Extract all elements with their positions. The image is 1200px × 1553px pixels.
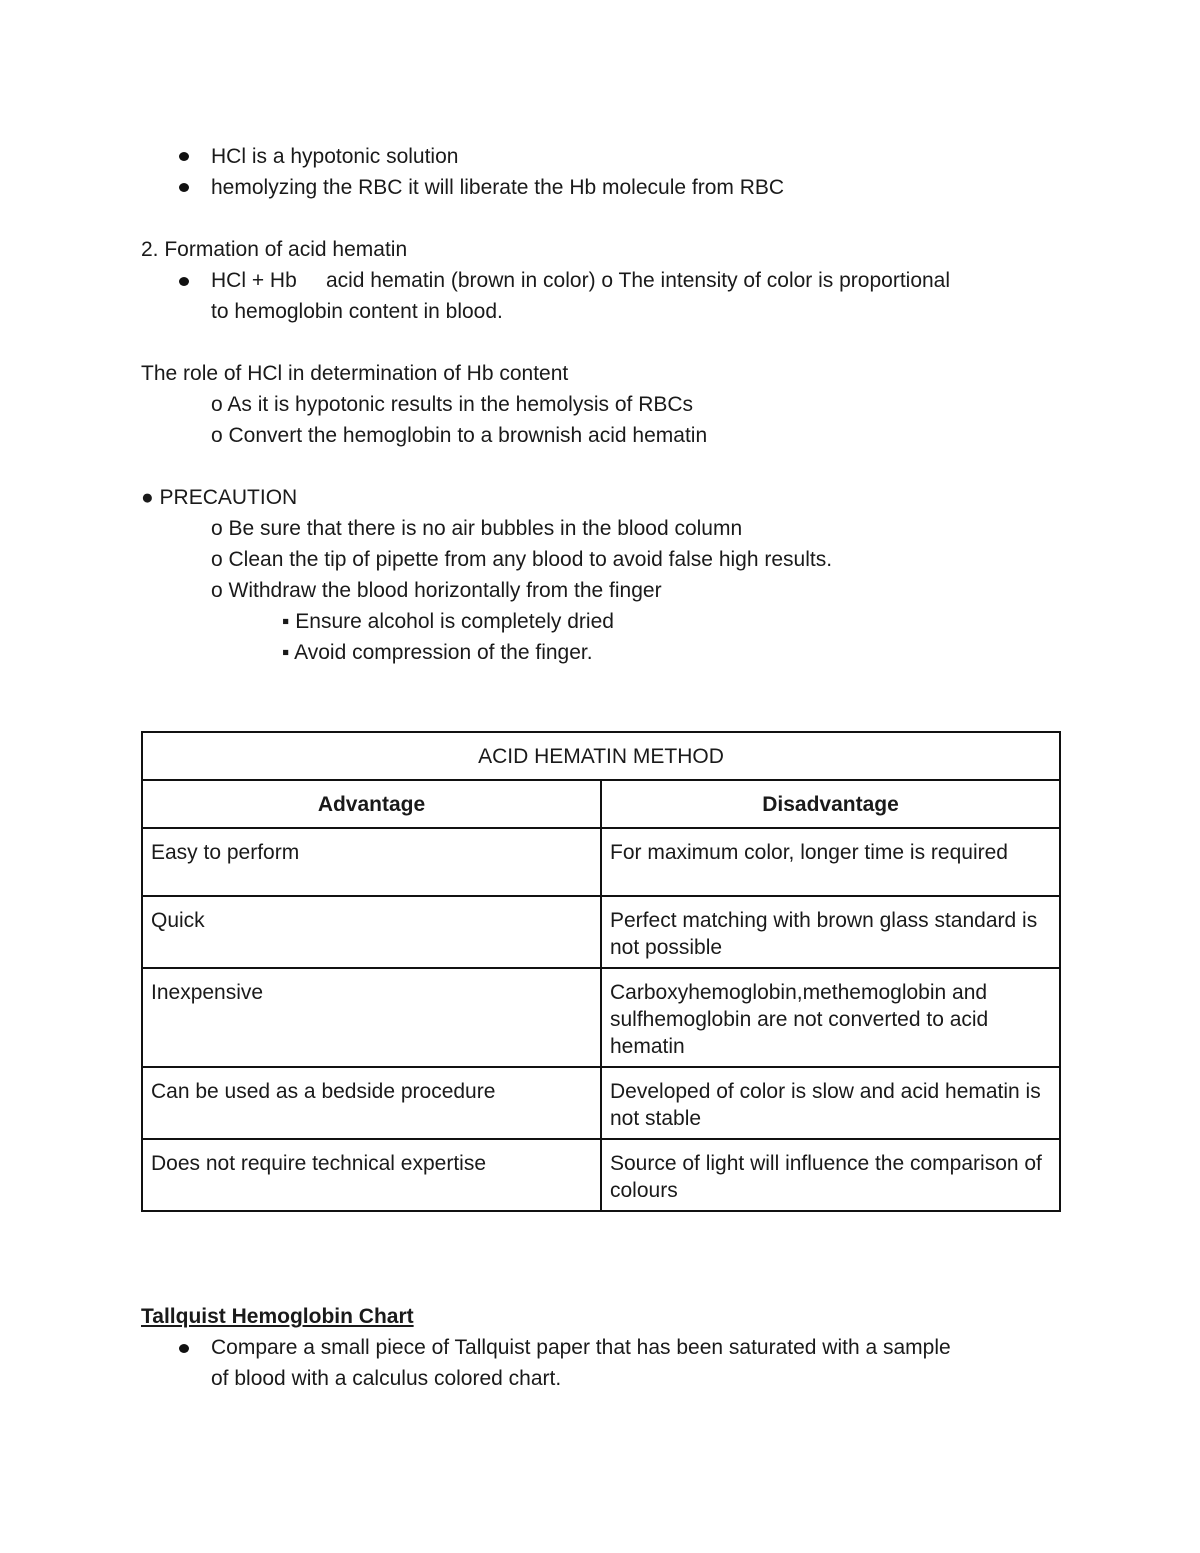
table-row <box>142 828 1060 896</box>
bullet-icon <box>179 277 189 286</box>
advantage-header: Advantage <box>142 780 601 828</box>
precaution-subitem-2: ▪ Avoid compression of the finger. <box>282 641 593 664</box>
precaution-subitem-1: ▪ Ensure alcohol is completely dried <box>282 610 614 633</box>
disadvantage-header: Disadvantage <box>601 780 1060 828</box>
bullet-icon <box>179 183 189 192</box>
advantage-cell: Easy to perform <box>142 828 601 896</box>
section2-bullet-line1: HCl + Hb acid hematin (brown in color) o The intensity of color is proportional <box>211 269 951 292</box>
precaution-heading: ● PRECAUTION <box>141 486 298 509</box>
disadvantage-cell: Source of light will influence the comparison of colours <box>601 1139 1060 1211</box>
role-item-1: o As it is hypotonic results in the hemolysis of RBCs <box>211 393 694 416</box>
table-header-row <box>142 780 1060 828</box>
intro-bullet-1: HCl is a hypotonic solution <box>211 145 459 168</box>
precaution-item-3: o Withdraw the blood horizontally from the finger <box>211 579 662 602</box>
tallquist-bullet-line1: Compare a small piece of Tallquist paper that has been saturated with a sample <box>211 1336 951 1359</box>
table-title: ACID HEMATIN METHOD <box>142 732 1060 780</box>
advantage-cell: Does not require technical expertise <box>142 1139 601 1211</box>
advantage-cell: Quick <box>142 896 601 968</box>
advantage-cell: Inexpensive <box>142 968 601 1067</box>
section2-heading: 2. Formation of acid hematin <box>141 238 408 261</box>
table-row <box>142 1067 1060 1139</box>
section2-bullet-line2: to hemoglobin content in blood. <box>211 300 503 323</box>
precaution-item-2: o Clean the tip of pipette from any blood to avoid false high results. <box>211 548 833 571</box>
role-item-2: o Convert the hemoglobin to a brownish acid hematin <box>211 424 708 447</box>
disadvantage-cell: Perfect matching with brown glass standard is not possible <box>601 896 1060 968</box>
disadvantage-cell: For maximum color, longer time is required <box>601 828 1060 896</box>
intro-bullet-2: hemolyzing the RBC it will liberate the Hb molecule from RBC <box>211 176 785 199</box>
tallquist-heading: Tallquist Hemoglobin Chart <box>141 1305 414 1328</box>
bullet-icon <box>179 1344 189 1353</box>
table-row <box>142 968 1060 1067</box>
disadvantage-cell: Developed of color is slow and acid hematin is not stable <box>601 1067 1060 1139</box>
bullet-icon <box>179 152 189 161</box>
table-row <box>142 1139 1060 1211</box>
table-row <box>142 896 1060 968</box>
precaution-item-1: o Be sure that there is no air bubbles in the blood column <box>211 517 743 540</box>
tallquist-bullet-line2: of blood with a calculus colored chart. <box>211 1367 562 1390</box>
role-heading: The role of HCl in determination of Hb content <box>141 362 569 385</box>
advantage-cell: Can be used as a bedside procedure <box>142 1067 601 1139</box>
table-title-row <box>142 732 1060 780</box>
acid-hematin-table <box>141 731 1061 1212</box>
disadvantage-cell: Carboxyhemoglobin,methemoglobin and sulfhemoglobin are not converted to acid hematin <box>601 968 1060 1067</box>
